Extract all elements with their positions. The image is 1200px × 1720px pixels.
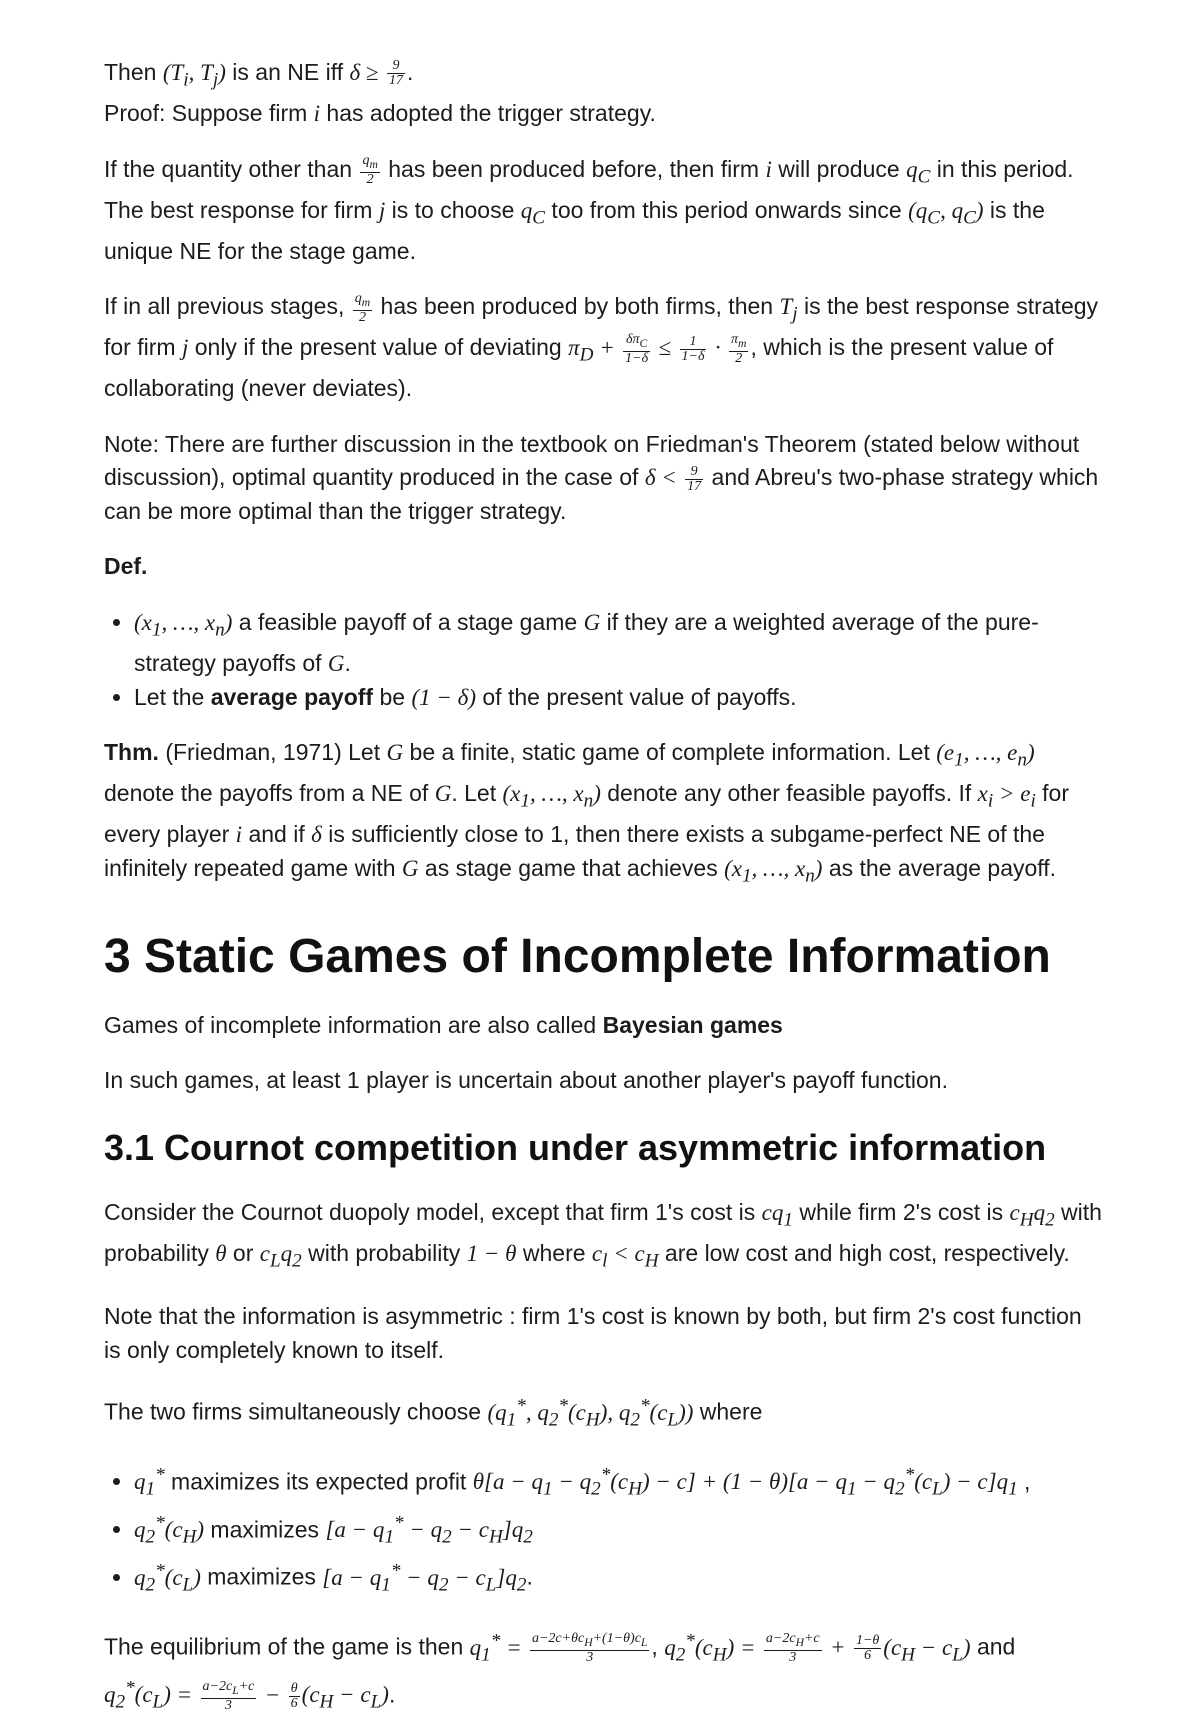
firm2-high-cost-objective: • $q_2^*(c_H)$ maximizes $[a - q_1^* - q_2 - c_H]q_2$: [134, 1507, 1104, 1555]
section-3-1-heading: 3.1 Cournot competition under asymmetric information: [104, 1126, 1047, 1168]
intro-line-ne-condition: Then ($T_i$, $T_j$) is an NE iff δ ≥ $\frac{9}{17}$ .: [104, 58, 414, 91]
definition-list: [104, 606, 1104, 714]
section-3-paragraph-bayesian: Games of incomplete information are also called Bayesian games: [104, 1011, 783, 1038]
firm2-low-cost-objective: • $q_2^*(c_L)$ maximizes $[a - q_1^* - q_2 - c_L]q_2$.: [134, 1554, 1104, 1602]
definition-feasible-payoff: • ($x_1$, …, $x_n$) a feasible payoff of a stage game G if they are a weighted average of the pure-strategy payoffs of G.: [134, 606, 1104, 681]
paragraph-deviation-history: If the quantity other than $\frac{q_m}{2}$ has been produced before, then firm i will produce $q_C$ in this period. The best response for firm j is to choose $q_C$ too from this period onwards since ($q_C$, $q_C$) is the unique NE for the stage game.: [104, 153, 1074, 264]
intro-block: [104, 56, 1104, 131]
bayesian-games-term: Bayesian games: [602, 1011, 783, 1038]
intro-line-proof: Proof: Suppose firm i has adopted the trigger strategy.: [104, 100, 656, 127]
theorem-friedman: Thm. (Friedman, 1971) Let G be a finite, static game of complete information. Let ($e_1$, …, $e_n$) denote the payoffs from a NE of G. Let ($x_1$, …, $x_n$) denote any other feasible payoffs. If $x_i > e_i$ for every player i and if δ is sufficiently close to 1, then there exists a subgame-perfect NE of the infinitely repeated game with G as stage game that achieves ($x_1$, …, $x_n$) as the average payoff.: [104, 739, 1069, 887]
section-3-heading: 3 Static Games of Incomplete Information: [104, 929, 1051, 983]
theorem-label: Thm.: [104, 739, 159, 766]
section-3-paragraph-uncertain: In such games, at least 1 player is uncertain about another player's payoff function.: [104, 1067, 948, 1094]
definition-average-payoff: • Let the average payoff be (1 − δ) of the present value of payoffs.: [134, 681, 1104, 715]
paragraph-note-textbook: Note: There are further discussion in the textbook on Friedman's Theorem (stated below without discussion), optimal quantity produced in the case of δ < $\frac{9}{17}$ and Abreu's two-phase strategy which can be more optimal than the trigger strategy.: [104, 430, 1099, 524]
cournot-paragraph-choose: The two firms simultaneously choose ($q_1^*$, $q_2^*(c_H)$, $q_2^*(c_L)$) where: [104, 1395, 763, 1431]
average-payoff-term: average payoff: [210, 683, 374, 710]
firm1-objective: • $q_1^*$ maximizes its expected profit $\theta[a - q_1 - q_2^*(c_H) - c] + (1 - \theta)[a - q_1 - q_2^*(c_L) - c]q_1$ ,: [134, 1459, 1104, 1507]
cournot-paragraph-costs: Consider the Cournot duopoly model, except that firm 1's cost is $cq_1$ while firm 2's cost is $c_Hq_2$ with probability θ or $c_Lq_2$ with probability 1 − θ where $c_l < c_H$ are low cost and high cost, respectively.: [104, 1198, 1102, 1272]
document-page: [104, 56, 1104, 1720]
cournot-equilibrium: The equilibrium of the game is then $q_1^*$ = $\frac{a-2c+\theta c_H+(1-\theta)c_L}{3}$ , $q_2^*(c_H)$ = $\frac{a-2c_H+c}{3}$ + $\frac{1-\theta}{6}$ $(c_H - c_L)$ and $q_2^*(c_L)$ = $\frac{a-2c_L+c}{3}$ − $\frac{\theta}{6}$ $(c_H - c_L)$.: [104, 1630, 1016, 1714]
definition-heading: Def.: [104, 553, 148, 580]
cournot-paragraph-asymmetric: Note that the information is asymmetric : firm 1's cost is known by both, but firm 2's cost function is only completely known to itself.: [104, 1303, 1082, 1363]
paragraph-collaboration: If in all previous stages, $\frac{q_m}{2}$ has been produced by both firms, then $T_j$ is the best response strategy for firm j only if the present value of deviating $\pi_D$ + $\frac{\delta\pi_C}{1-\delta}$ ≤ $\frac{1}{1-\delta}$ · $\frac{\pi_m}{2}$ , which is the present value of collaborating (never deviates).: [104, 290, 1099, 402]
cournot-maximization-list: [104, 1459, 1104, 1602]
